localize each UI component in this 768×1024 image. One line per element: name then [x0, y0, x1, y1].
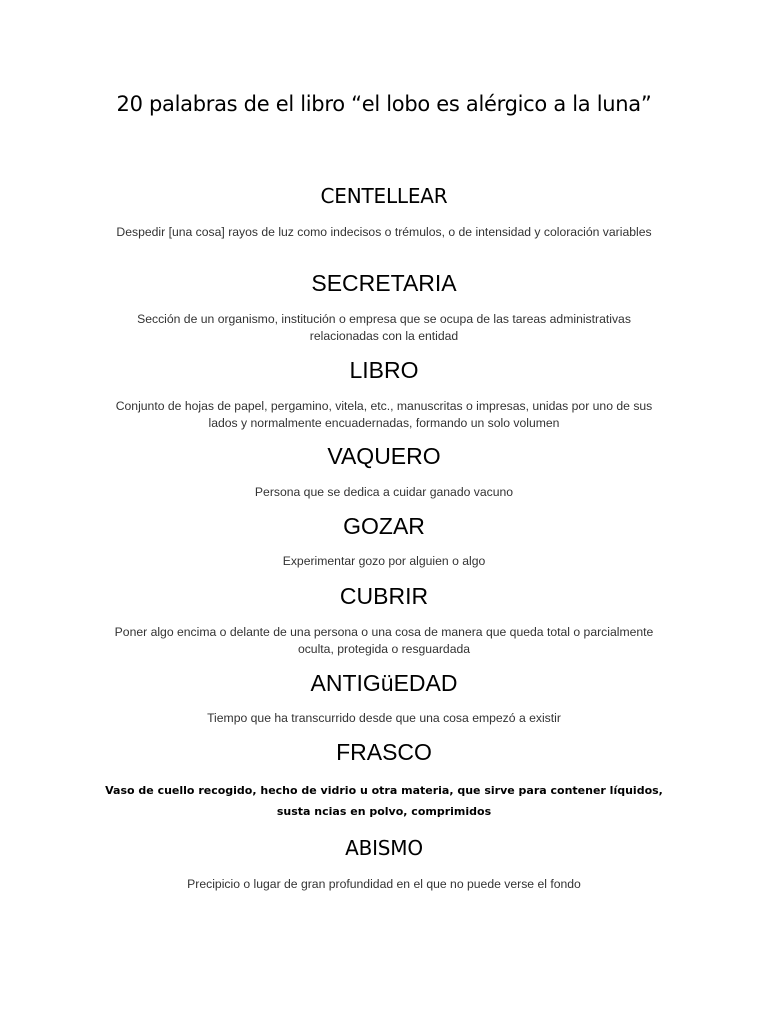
entry-word-antiguedad: ANTIGüEDAD [310, 670, 458, 696]
entry-word-gozar: GOZAR [343, 513, 425, 539]
entry-word-cubrir: CUBRIR [339, 583, 429, 609]
entry-definition-secretaria: Sección de un organismo, institución o empresa que se ocupa de las tareas administrativas relacionadas con la entidad [137, 312, 631, 343]
entry-definition-libro: Conjunto de hojas de papel, pergamino, vitela, etc., manuscritas o impresas, unidas por uno de sus lados y normalmente encuadernadas, formando un solo volumen [115, 399, 653, 430]
entry-word-centellear: CENTELLEAR [320, 184, 448, 208]
entry-definition-antiguedad: Tiempo que ha transcurrido desde que una cosa empezó a existir [207, 711, 561, 725]
document-title: 20 palabras de el libro “el lobo es alérgico a la luna” [116, 92, 652, 116]
entry-definition-frasco: Vaso de cuello recogido, hecho de vidrio u otra materia, que sirve para contener líquidos, susta ncias en polvo, comprimidos [105, 784, 663, 818]
entry-word-abismo: ABISMO [345, 836, 423, 860]
entry-definition-centellear: Despedir [una cosa] rayos de luz como indecisos o trémulos, o de intensidad y coloración variables [116, 225, 652, 239]
entry-word-frasco: FRASCO [336, 739, 432, 765]
entry-definition-gozar: Experimentar gozo por alguien o algo [282, 554, 486, 568]
entry-word-secretaria: SECRETARIA [311, 270, 457, 296]
entry-definition-vaquero: Persona que se dedica a cuidar ganado vacuno [254, 485, 514, 499]
entry-definition-abismo: Precipicio o lugar de gran profundidad en el que no puede verse el fondo [187, 877, 581, 891]
entry-definition-cubrir: Poner algo encima o delante de una persona o una cosa de manera que queda total o parcialmente oculta, protegida o resguardada [114, 625, 654, 656]
entry-word-vaquero: VAQUERO [327, 443, 441, 469]
entry-word-libro: LIBRO [349, 357, 419, 383]
